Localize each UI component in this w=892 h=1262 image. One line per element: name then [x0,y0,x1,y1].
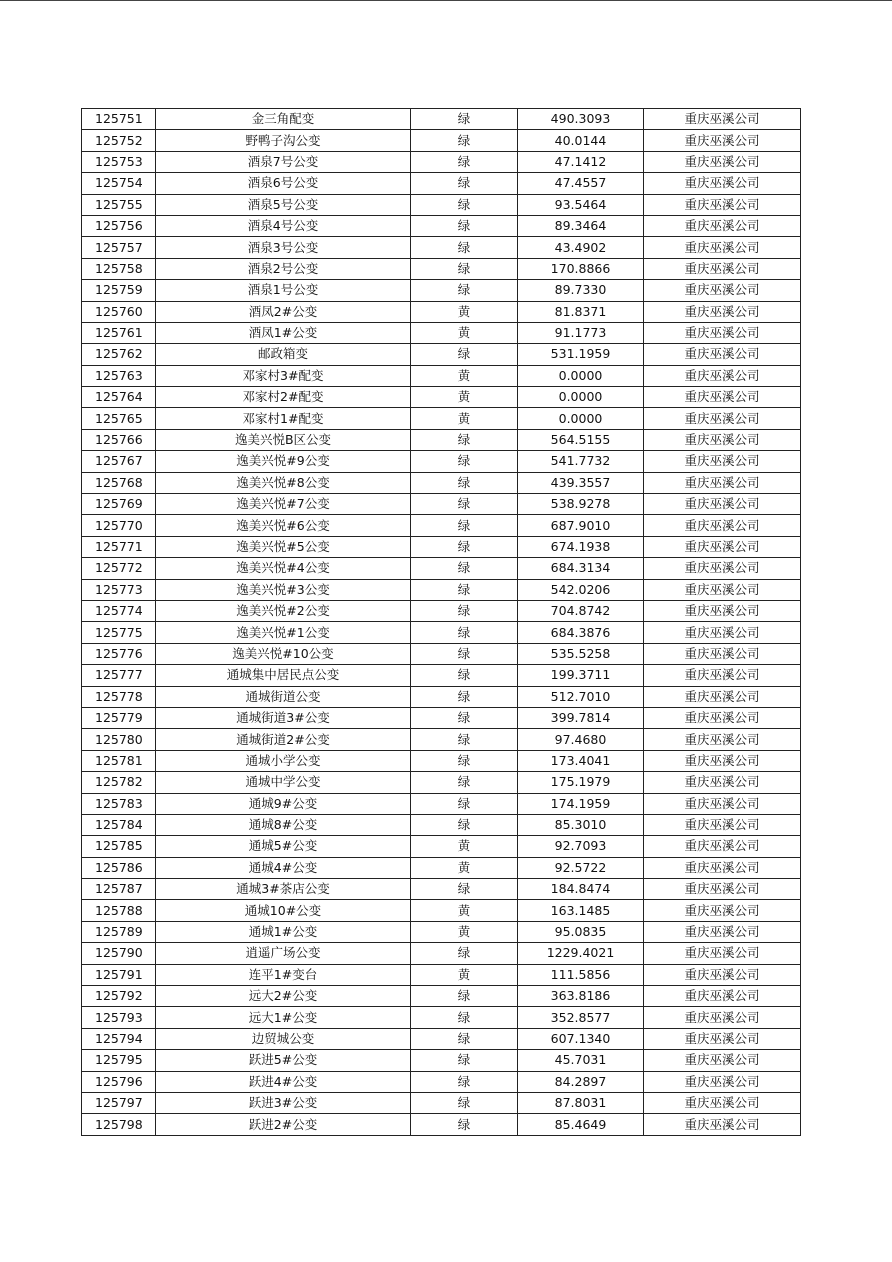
company-cell: 重庆巫溪公司 [644,1050,801,1071]
table-row [82,1092,801,1113]
status-color-cell: 绿 [411,600,518,621]
value-cell: 84.2897 [518,1071,644,1092]
status-color-cell: 绿 [411,579,518,600]
company-cell: 重庆巫溪公司 [644,579,801,600]
transformer-name-cell: 邓家村1#配变 [156,408,411,429]
transformer-name-cell: 通城3#茶店公变 [156,879,411,900]
value-cell: 163.1485 [518,900,644,921]
status-color-cell: 绿 [411,643,518,664]
value-cell: 45.7031 [518,1050,644,1071]
row-id-cell: 125770 [82,515,156,536]
table-row [82,515,801,536]
company-cell: 重庆巫溪公司 [644,1114,801,1135]
transformer-name-cell: 野鸭子沟公变 [156,130,411,151]
row-id-cell: 125763 [82,365,156,386]
company-cell: 重庆巫溪公司 [644,429,801,450]
row-id-cell: 125757 [82,237,156,258]
table-row [82,686,801,707]
table-row [82,836,801,857]
row-id-cell: 125755 [82,194,156,215]
value-cell: 535.5258 [518,643,644,664]
row-id-cell: 125765 [82,408,156,429]
company-cell: 重庆巫溪公司 [644,472,801,493]
row-id-cell: 125788 [82,900,156,921]
status-color-cell: 黄 [411,921,518,942]
company-cell: 重庆巫溪公司 [644,643,801,664]
row-id-cell: 125768 [82,472,156,493]
value-cell: 89.3464 [518,215,644,236]
company-cell: 重庆巫溪公司 [644,943,801,964]
row-id-cell: 125784 [82,814,156,835]
table-row [82,472,801,493]
value-cell: 85.3010 [518,814,644,835]
transformer-name-cell: 通城10#公变 [156,900,411,921]
row-id-cell: 125761 [82,322,156,343]
row-id-cell: 125786 [82,857,156,878]
table-row [82,750,801,771]
value-cell: 175.1979 [518,772,644,793]
table-row [82,1028,801,1049]
value-cell: 174.1959 [518,793,644,814]
row-id-cell: 125767 [82,451,156,472]
transformer-name-cell: 酒泉6号公变 [156,173,411,194]
status-color-cell: 绿 [411,729,518,750]
transformer-name-cell: 通城小学公变 [156,750,411,771]
status-color-cell: 绿 [411,494,518,515]
status-color-cell: 绿 [411,1092,518,1113]
row-id-cell: 125751 [82,109,156,130]
status-color-cell: 绿 [411,451,518,472]
value-cell: 490.3093 [518,109,644,130]
transformer-name-cell: 通城9#公变 [156,793,411,814]
status-color-cell: 绿 [411,344,518,365]
table-row [82,1050,801,1071]
row-id-cell: 125780 [82,729,156,750]
table-row [82,237,801,258]
value-cell: 704.8742 [518,600,644,621]
status-color-cell: 绿 [411,1007,518,1028]
status-color-cell: 绿 [411,280,518,301]
transformer-name-cell: 逸美兴悦#3公变 [156,579,411,600]
value-cell: 0.0000 [518,408,644,429]
value-cell: 541.7732 [518,451,644,472]
transformer-name-cell: 通城街道2#公变 [156,729,411,750]
status-color-cell: 绿 [411,986,518,1007]
status-color-cell: 黄 [411,365,518,386]
table-row [82,130,801,151]
transformer-name-cell: 酒泉2号公变 [156,258,411,279]
status-color-cell: 绿 [411,1028,518,1049]
value-cell: 0.0000 [518,365,644,386]
value-cell: 538.9278 [518,494,644,515]
table-row [82,280,801,301]
company-cell: 重庆巫溪公司 [644,600,801,621]
row-id-cell: 125777 [82,665,156,686]
company-cell: 重庆巫溪公司 [644,686,801,707]
status-color-cell: 黄 [411,964,518,985]
transformer-name-cell: 跃进3#公变 [156,1092,411,1113]
row-id-cell: 125764 [82,387,156,408]
row-id-cell: 125778 [82,686,156,707]
row-id-cell: 125759 [82,280,156,301]
table-row [82,344,801,365]
company-cell: 重庆巫溪公司 [644,1028,801,1049]
status-color-cell: 绿 [411,536,518,557]
table-row [82,900,801,921]
transformer-name-cell: 逸美兴悦#7公变 [156,494,411,515]
company-cell: 重庆巫溪公司 [644,451,801,472]
row-id-cell: 125776 [82,643,156,664]
company-cell: 重庆巫溪公司 [644,793,801,814]
status-color-cell: 绿 [411,109,518,130]
company-cell: 重庆巫溪公司 [644,814,801,835]
row-id-cell: 125781 [82,750,156,771]
table-row [82,1114,801,1135]
transformer-name-cell: 金三角配变 [156,109,411,130]
transformer-table [81,108,801,1136]
status-color-cell: 绿 [411,814,518,835]
value-cell: 92.7093 [518,836,644,857]
table-row [82,387,801,408]
status-color-cell: 绿 [411,750,518,771]
transformer-name-cell: 通城4#公变 [156,857,411,878]
row-id-cell: 125793 [82,1007,156,1028]
row-id-cell: 125787 [82,879,156,900]
company-cell: 重庆巫溪公司 [644,836,801,857]
transformer-name-cell: 邓家村3#配变 [156,365,411,386]
row-id-cell: 125794 [82,1028,156,1049]
transformer-name-cell: 通城街道公变 [156,686,411,707]
row-id-cell: 125771 [82,536,156,557]
transformer-name-cell: 逸美兴悦#8公变 [156,472,411,493]
transformer-name-cell: 边贸城公变 [156,1028,411,1049]
table-row [82,600,801,621]
value-cell: 399.7814 [518,707,644,728]
value-cell: 352.8577 [518,1007,644,1028]
transformer-name-cell: 远大1#公变 [156,1007,411,1028]
row-id-cell: 125785 [82,836,156,857]
value-cell: 564.5155 [518,429,644,450]
company-cell: 重庆巫溪公司 [644,215,801,236]
company-cell: 重庆巫溪公司 [644,1092,801,1113]
table-body [82,109,801,1136]
value-cell: 111.5856 [518,964,644,985]
table-row [82,322,801,343]
value-cell: 512.7010 [518,686,644,707]
transformer-name-cell: 通城5#公变 [156,836,411,857]
transformer-name-cell: 酒凤1#公变 [156,322,411,343]
row-id-cell: 125782 [82,772,156,793]
company-cell: 重庆巫溪公司 [644,151,801,172]
table-row [82,943,801,964]
company-cell: 重庆巫溪公司 [644,130,801,151]
table-row [82,173,801,194]
value-cell: 542.0206 [518,579,644,600]
table-row [82,151,801,172]
value-cell: 363.8186 [518,986,644,1007]
table-row [82,536,801,557]
company-cell: 重庆巫溪公司 [644,921,801,942]
company-cell: 重庆巫溪公司 [644,194,801,215]
row-id-cell: 125791 [82,964,156,985]
status-color-cell: 黄 [411,408,518,429]
value-cell: 92.5722 [518,857,644,878]
company-cell: 重庆巫溪公司 [644,750,801,771]
transformer-name-cell: 酒泉1号公变 [156,280,411,301]
table-row [82,215,801,236]
value-cell: 40.0144 [518,130,644,151]
company-cell: 重庆巫溪公司 [644,900,801,921]
status-color-cell: 绿 [411,665,518,686]
page-top-border [0,0,892,1]
transformer-name-cell: 跃进2#公变 [156,1114,411,1135]
status-color-cell: 黄 [411,301,518,322]
transformer-name-cell: 通城1#公变 [156,921,411,942]
company-cell: 重庆巫溪公司 [644,515,801,536]
company-cell: 重庆巫溪公司 [644,729,801,750]
row-id-cell: 125797 [82,1092,156,1113]
row-id-cell: 125783 [82,793,156,814]
value-cell: 97.4680 [518,729,644,750]
value-cell: 81.8371 [518,301,644,322]
company-cell: 重庆巫溪公司 [644,173,801,194]
row-id-cell: 125752 [82,130,156,151]
table-row [82,408,801,429]
company-cell: 重庆巫溪公司 [644,301,801,322]
value-cell: 439.3557 [518,472,644,493]
transformer-name-cell: 酒凤2#公变 [156,301,411,322]
row-id-cell: 125758 [82,258,156,279]
company-cell: 重庆巫溪公司 [644,707,801,728]
transformer-name-cell: 连平1#变台 [156,964,411,985]
company-cell: 重庆巫溪公司 [644,344,801,365]
company-cell: 重庆巫溪公司 [644,494,801,515]
status-color-cell: 绿 [411,622,518,643]
row-id-cell: 125792 [82,986,156,1007]
table-row [82,964,801,985]
table-row [82,429,801,450]
value-cell: 1229.4021 [518,943,644,964]
transformer-name-cell: 逸美兴悦#6公变 [156,515,411,536]
table-row [82,1007,801,1028]
table-row [82,857,801,878]
status-color-cell: 绿 [411,258,518,279]
transformer-name-cell: 逸美兴悦#1公变 [156,622,411,643]
company-cell: 重庆巫溪公司 [644,280,801,301]
value-cell: 47.4557 [518,173,644,194]
table-row [82,258,801,279]
table-row [82,772,801,793]
status-color-cell: 绿 [411,686,518,707]
status-color-cell: 黄 [411,900,518,921]
table-row [82,579,801,600]
table-row [82,494,801,515]
status-color-cell: 绿 [411,879,518,900]
company-cell: 重庆巫溪公司 [644,665,801,686]
value-cell: 95.0835 [518,921,644,942]
status-color-cell: 绿 [411,772,518,793]
row-id-cell: 125756 [82,215,156,236]
value-cell: 184.8474 [518,879,644,900]
status-color-cell: 黄 [411,836,518,857]
company-cell: 重庆巫溪公司 [644,964,801,985]
table-row [82,622,801,643]
transformer-name-cell: 远大2#公变 [156,986,411,1007]
status-color-cell: 黄 [411,322,518,343]
table-row [82,194,801,215]
value-cell: 687.9010 [518,515,644,536]
table-row [82,793,801,814]
status-color-cell: 绿 [411,194,518,215]
value-cell: 170.8866 [518,258,644,279]
transformer-name-cell: 酒泉3号公变 [156,237,411,258]
status-color-cell: 绿 [411,1114,518,1135]
table-row [82,707,801,728]
value-cell: 684.3876 [518,622,644,643]
company-cell: 重庆巫溪公司 [644,772,801,793]
company-cell: 重庆巫溪公司 [644,622,801,643]
value-cell: 43.4902 [518,237,644,258]
company-cell: 重庆巫溪公司 [644,365,801,386]
transformer-name-cell: 通城集中居民点公变 [156,665,411,686]
table-row [82,1071,801,1092]
table-row [82,109,801,130]
row-id-cell: 125772 [82,558,156,579]
row-id-cell: 125795 [82,1050,156,1071]
transformer-name-cell: 通城中学公变 [156,772,411,793]
value-cell: 607.1340 [518,1028,644,1049]
table-row [82,879,801,900]
transformer-name-cell: 逍遥广场公变 [156,943,411,964]
company-cell: 重庆巫溪公司 [644,879,801,900]
transformer-name-cell: 邮政箱变 [156,344,411,365]
table-row [82,365,801,386]
company-cell: 重庆巫溪公司 [644,237,801,258]
row-id-cell: 125760 [82,301,156,322]
row-id-cell: 125779 [82,707,156,728]
status-color-cell: 绿 [411,472,518,493]
table-row [82,665,801,686]
transformer-name-cell: 逸美兴悦#2公变 [156,600,411,621]
value-cell: 684.3134 [518,558,644,579]
row-id-cell: 125775 [82,622,156,643]
transformer-name-cell: 跃进4#公变 [156,1071,411,1092]
company-cell: 重庆巫溪公司 [644,387,801,408]
company-cell: 重庆巫溪公司 [644,558,801,579]
status-color-cell: 黄 [411,387,518,408]
table-row [82,451,801,472]
table-row [82,921,801,942]
transformer-name-cell: 通城8#公变 [156,814,411,835]
transformer-name-cell: 逸美兴悦#10公变 [156,643,411,664]
table-row [82,814,801,835]
transformer-name-cell: 逸美兴悦#4公变 [156,558,411,579]
status-color-cell: 绿 [411,237,518,258]
transformer-name-cell: 逸美兴悦B区公变 [156,429,411,450]
company-cell: 重庆巫溪公司 [644,1007,801,1028]
transformer-name-cell: 逸美兴悦#9公变 [156,451,411,472]
table-row [82,986,801,1007]
table-row [82,558,801,579]
transformer-name-cell: 邓家村2#配变 [156,387,411,408]
company-cell: 重庆巫溪公司 [644,536,801,557]
value-cell: 0.0000 [518,387,644,408]
company-cell: 重庆巫溪公司 [644,857,801,878]
row-id-cell: 125796 [82,1071,156,1092]
row-id-cell: 125773 [82,579,156,600]
status-color-cell: 绿 [411,151,518,172]
row-id-cell: 125774 [82,600,156,621]
row-id-cell: 125789 [82,921,156,942]
transformer-name-cell: 酒泉5号公变 [156,194,411,215]
value-cell: 89.7330 [518,280,644,301]
status-color-cell: 绿 [411,707,518,728]
row-id-cell: 125766 [82,429,156,450]
value-cell: 85.4649 [518,1114,644,1135]
row-id-cell: 125754 [82,173,156,194]
value-cell: 173.4041 [518,750,644,771]
company-cell: 重庆巫溪公司 [644,109,801,130]
value-cell: 531.1959 [518,344,644,365]
company-cell: 重庆巫溪公司 [644,408,801,429]
company-cell: 重庆巫溪公司 [644,258,801,279]
company-cell: 重庆巫溪公司 [644,322,801,343]
status-color-cell: 绿 [411,943,518,964]
status-color-cell: 绿 [411,558,518,579]
row-id-cell: 125769 [82,494,156,515]
table-row [82,643,801,664]
transformer-name-cell: 通城街道3#公变 [156,707,411,728]
status-color-cell: 绿 [411,1071,518,1092]
company-cell: 重庆巫溪公司 [644,986,801,1007]
transformer-name-cell: 酒泉4号公变 [156,215,411,236]
status-color-cell: 绿 [411,173,518,194]
value-cell: 199.3711 [518,665,644,686]
value-cell: 93.5464 [518,194,644,215]
row-id-cell: 125753 [82,151,156,172]
value-cell: 47.1412 [518,151,644,172]
status-color-cell: 绿 [411,429,518,450]
value-cell: 87.8031 [518,1092,644,1113]
value-cell: 674.1938 [518,536,644,557]
transformer-name-cell: 跃进5#公变 [156,1050,411,1071]
row-id-cell: 125790 [82,943,156,964]
status-color-cell: 绿 [411,515,518,536]
transformer-name-cell: 酒泉7号公变 [156,151,411,172]
status-color-cell: 绿 [411,130,518,151]
status-color-cell: 绿 [411,215,518,236]
table-row [82,301,801,322]
value-cell: 91.1773 [518,322,644,343]
row-id-cell: 125762 [82,344,156,365]
status-color-cell: 绿 [411,793,518,814]
status-color-cell: 黄 [411,857,518,878]
transformer-name-cell: 逸美兴悦#5公变 [156,536,411,557]
company-cell: 重庆巫溪公司 [644,1071,801,1092]
table-row [82,729,801,750]
status-color-cell: 绿 [411,1050,518,1071]
row-id-cell: 125798 [82,1114,156,1135]
